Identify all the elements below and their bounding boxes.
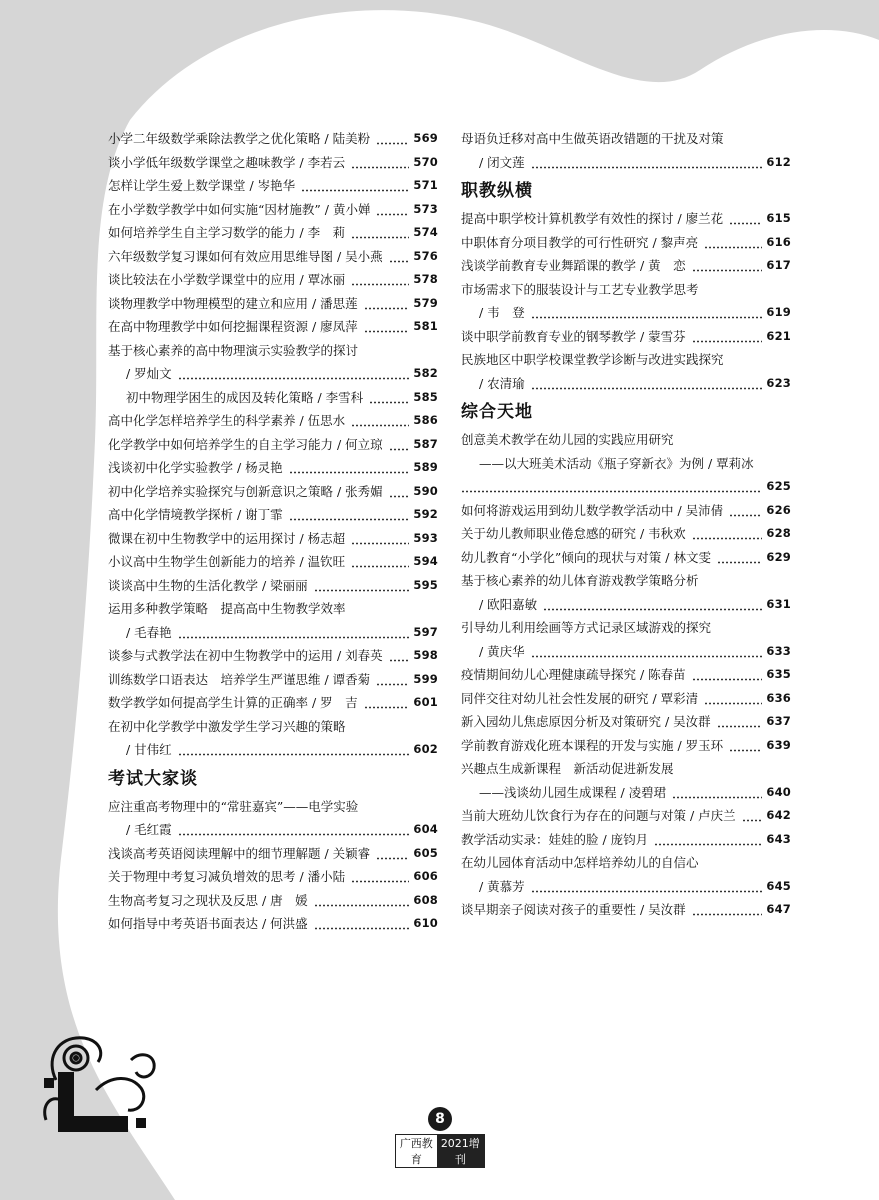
toc-entry-title: / 罗灿文	[126, 366, 172, 381]
toc-entry-page: 604	[413, 822, 438, 836]
toc-entry-title: 数学教学如何提高学生计算的正确率 / 罗 吉	[108, 695, 358, 710]
toc-entry	[461, 231, 791, 255]
toc-entry	[108, 456, 438, 480]
toc-entry	[108, 795, 438, 819]
toc-entry-page: 606	[413, 869, 438, 883]
dot-leader	[729, 207, 762, 231]
toc-entry-title: / 农清瑜	[479, 375, 525, 391]
toc-entry	[108, 715, 438, 739]
toc-entry-title: 如何培养学生自主学习数学的能力 / 李 莉	[108, 225, 346, 240]
dot-leader	[742, 804, 762, 828]
toc-entry-page: 598	[413, 648, 438, 662]
toc-entry-page: 619	[766, 305, 791, 319]
toc-entry-title: 如何指导中考英语书面表达 / 何洪盛	[108, 916, 308, 931]
toc-entry	[108, 268, 438, 292]
toc-entry-page: 610	[413, 916, 438, 930]
dot-leader	[531, 640, 762, 664]
toc-entry-page: 576	[413, 248, 438, 263]
toc-entry-title: 浅谈高考英语阅读理解中的细节理解题 / 关颖睿	[108, 845, 371, 861]
toc-entry-title: / 毛红霞	[126, 822, 172, 837]
toc-entry	[461, 851, 791, 875]
toc-entry	[461, 875, 791, 899]
dot-leader	[729, 734, 762, 758]
toc-entry-page: 585	[413, 389, 438, 404]
toc-entry	[461, 522, 791, 546]
journal-issue: 2021增刊	[437, 1135, 484, 1167]
toc-entry-title: 高中化学怎样培养学生的科学素养 / 伍思水	[108, 413, 346, 428]
toc-entry-page: 635	[766, 667, 791, 681]
toc-entry	[108, 315, 438, 339]
toc-entry-page: 602	[413, 742, 438, 756]
toc-entry-page: 615	[766, 211, 791, 225]
dot-leader	[692, 898, 762, 922]
toc-entry	[108, 818, 438, 842]
toc-entry-title: 中职体育分项目教学的可行性研究 / 黎声亮	[461, 234, 699, 250]
toc-entry-title: 当前大班幼儿饮食行为存在的问题与对策 / 卢庆兰	[461, 808, 736, 823]
toc-entry-title: 谈参与式教学法在初中生物教学中的运用 / 刘春英	[108, 648, 383, 663]
dot-leader	[314, 889, 409, 913]
dot-leader	[704, 687, 762, 711]
toc-entry	[108, 889, 438, 913]
dot-leader	[364, 292, 409, 316]
toc-entry-title: 如何将游戏运用到幼儿数学教学活动中 / 吴沛倩	[461, 502, 724, 518]
toc-entry-page: 636	[766, 690, 791, 705]
dot-leader	[376, 668, 409, 692]
dot-leader	[376, 127, 409, 151]
toc-entry-page: 645	[766, 878, 791, 893]
toc-entry	[461, 616, 791, 640]
toc-entry-page: 616	[766, 234, 791, 249]
toc-entry	[108, 842, 438, 866]
dot-leader	[376, 842, 409, 866]
toc-entry	[108, 865, 438, 889]
toc-entry	[461, 348, 791, 372]
toc-entry-page: 642	[766, 808, 791, 822]
toc-entry-page: 590	[413, 483, 438, 498]
dot-leader	[351, 151, 409, 175]
toc-entry	[108, 245, 438, 269]
toc-entry-title: / 闭文莲	[479, 154, 525, 170]
dot-leader	[369, 386, 409, 410]
toc-entry-page: 643	[766, 831, 791, 846]
toc-entry-page: 579	[413, 295, 438, 310]
toc-entry	[108, 221, 438, 245]
toc-entry-page: 569	[413, 131, 438, 145]
dot-leader	[461, 475, 762, 499]
toc-entry-title: 微课在初中生物教学中的运用探讨 / 杨志超	[108, 530, 346, 546]
toc-entry-page: 592	[413, 507, 438, 521]
toc-entry-page: 621	[766, 328, 791, 343]
toc-entry-title: 浅谈学前教育专业舞蹈课的教学 / 黄 恋	[461, 258, 686, 273]
toc-entry	[461, 475, 791, 499]
toc-entry-page: 595	[413, 577, 438, 592]
dot-leader	[672, 781, 762, 805]
dot-leader	[351, 865, 409, 889]
dot-leader	[389, 433, 409, 457]
toc-entry-page: 629	[766, 549, 791, 564]
toc-entry-title: 在高中物理教学中如何挖掘课程资源 / 廖凤萍	[108, 319, 358, 334]
toc-entry	[461, 804, 791, 828]
toc-entry-page: 623	[766, 375, 791, 390]
section-heading: 职教纵横	[461, 181, 533, 201]
toc-entry	[461, 207, 791, 231]
toc-entry-title: 浅谈初中化学实验教学 / 杨灵艳	[108, 460, 283, 475]
toc-entry	[461, 734, 791, 758]
toc-entry-title: 谈比较法在小学数学课堂中的应用 / 覃冰丽	[108, 272, 346, 287]
dot-leader	[704, 231, 762, 255]
toc-entry-title: 运用多种教学策略 提高高中生物教学效率	[108, 601, 346, 616]
toc-entry-title: 基于核心素养的幼儿体育游戏教学策略分析	[461, 573, 699, 588]
toc-entry-title: 小议高中生物学生创新能力的培养 / 温钦旺	[108, 554, 346, 569]
dot-leader	[289, 456, 409, 480]
toc-entry-page: 589	[413, 460, 438, 474]
toc-entry-title: ——浅谈幼儿园生成课程 / 凌碧珺	[479, 784, 667, 800]
toc-entry-page: 631	[766, 596, 791, 611]
dot-leader	[654, 828, 762, 852]
toc-entry	[108, 503, 438, 527]
toc-entry-page: 625	[766, 479, 791, 493]
toc-entry	[108, 691, 438, 715]
toc-entry	[461, 278, 791, 302]
dot-leader	[531, 372, 762, 396]
toc-entry-page: 586	[413, 413, 438, 427]
toc-entry	[108, 151, 438, 175]
dot-leader	[364, 315, 409, 339]
toc-entry	[461, 593, 791, 617]
toc-entry-title: 谈小学低年级数学课堂之趣味教学 / 李若云	[108, 154, 346, 170]
toc-entry	[108, 362, 438, 386]
toc-entry	[108, 339, 438, 363]
toc-entry-title: 基于核心素养的高中物理演示实验教学的探讨	[108, 342, 359, 358]
toc-entry	[461, 757, 791, 781]
toc-entry	[461, 663, 791, 687]
toc-entry-title: 关于幼儿教师职业倦怠感的研究 / 韦秋欢	[461, 526, 686, 541]
toc-entry	[461, 781, 791, 805]
toc-entry-title: 高中化学情境教学探析 / 谢丁霏	[108, 507, 283, 522]
toc-entry-title: / 黄庆华	[479, 643, 525, 659]
toc-entry-page: 574	[413, 225, 438, 239]
dot-leader	[351, 268, 409, 292]
toc-entry-title: / 韦 登	[479, 305, 525, 320]
toc-entry-title: 关于物理中考复习减负增效的思考 / 潘小陆	[108, 869, 346, 884]
toc-entry	[108, 386, 438, 410]
dot-leader	[717, 546, 762, 570]
toc-entry-title: 疫情期间幼儿心理健康疏导探究 / 陈春苗	[461, 667, 686, 682]
toc-right-column	[461, 127, 791, 922]
toc-entry-page: 594	[413, 554, 438, 568]
toc-entry-title: 在小学数学教学中如何实施“因材施教” / 黄小婵	[108, 201, 371, 217]
dot-leader	[314, 912, 409, 936]
toc-entry	[108, 174, 438, 198]
toc-entry	[108, 597, 438, 621]
toc-entry	[461, 452, 791, 476]
toc-entry-title: 应注重高考物理中的“常驻嘉宾”——电学实验	[108, 798, 359, 814]
toc-entry-page: 599	[413, 671, 438, 686]
toc-entry-title: 市场需求下的服装设计与工艺专业教学思考	[461, 281, 699, 297]
toc-entry-page: 639	[766, 737, 791, 752]
toc-entry-page: 633	[766, 643, 791, 658]
toc-entry-title: 初中物理学困生的成因及转化策略 / 李雪科	[126, 389, 364, 405]
toc-entry-page: 628	[766, 526, 791, 540]
dot-leader	[389, 480, 409, 504]
dot-leader	[178, 621, 409, 645]
dot-leader	[314, 574, 409, 598]
toc-entry-page: 578	[413, 272, 438, 286]
toc-entry-page: 637	[766, 714, 791, 728]
toc-entry-page: 581	[413, 319, 438, 333]
toc-entry-title: 谈物理教学中物理模型的建立和应用 / 潘思莲	[108, 295, 358, 311]
toc-entry	[461, 828, 791, 852]
toc-entry-page: 593	[413, 530, 438, 545]
toc-entry	[461, 569, 791, 593]
toc-entry-page: 573	[413, 201, 438, 216]
journal-name: 广西教育	[396, 1135, 437, 1167]
toc-entry	[108, 574, 438, 598]
toc-entry	[461, 499, 791, 523]
toc-entry-title: 教学活动实录：娃娃的脸 / 庞钧月	[461, 831, 649, 847]
dot-leader	[692, 254, 762, 278]
toc-entry-page: 640	[766, 784, 791, 799]
dot-leader	[364, 691, 409, 715]
page-footer	[395, 1107, 485, 1168]
toc-entry-title: 学前教育游戏化班本课程的开发与实施 / 罗玉环	[461, 737, 724, 753]
dot-leader	[289, 503, 409, 527]
corner-ornament-icon	[36, 1020, 166, 1140]
toc-entry-title: 民族地区中职学校课堂教学诊断与改进实践探究	[461, 352, 724, 367]
dot-leader	[543, 593, 762, 617]
toc-entry	[461, 127, 791, 151]
section-heading: 考试大家谈	[108, 768, 198, 789]
toc-entry	[461, 254, 791, 278]
dot-leader	[531, 301, 762, 325]
toc-entry	[108, 198, 438, 222]
toc-entry-title: / 黄慕芳	[479, 878, 525, 894]
toc-entry-title: 训练数学口语表达 培养学生严谨思维 / 谭香菊	[108, 671, 371, 687]
toc-entry-title: 兴趣点生成新课程 新活动促进新发展	[461, 761, 674, 776]
toc-entry-title: 在初中化学教学中激发学生学习兴趣的策略	[108, 718, 346, 734]
dot-leader	[301, 174, 409, 198]
dot-leader	[178, 818, 409, 842]
toc-entry-page: 647	[766, 902, 791, 916]
toc-entry-title: 谈中职学前教育专业的钢琴教学 / 蒙雪芬	[461, 328, 686, 344]
dot-leader	[389, 245, 409, 269]
toc-entry-page: 608	[413, 892, 438, 907]
dot-leader	[351, 221, 409, 245]
dot-leader	[178, 738, 409, 762]
toc-entry	[108, 738, 438, 762]
toc-entry	[461, 428, 791, 452]
toc-entry-title: 同伴交往对幼儿社会性发展的研究 / 覃彩清	[461, 690, 699, 706]
toc-entry-page: 612	[766, 154, 791, 169]
dot-leader	[692, 663, 762, 687]
toc-entry-page: 605	[413, 845, 438, 860]
dot-leader	[531, 875, 762, 899]
toc-entry	[461, 301, 791, 325]
toc-entry	[461, 710, 791, 734]
toc-entry	[108, 292, 438, 316]
toc-entry	[108, 644, 438, 668]
dot-leader	[351, 550, 409, 574]
toc-entry-title: 六年级数学复习课如何有效应用思维导图 / 吴小燕	[108, 248, 383, 264]
toc-entry	[461, 325, 791, 349]
toc-entry-page: 597	[413, 624, 438, 639]
dot-leader	[351, 409, 409, 433]
page-number: 8	[428, 1107, 452, 1131]
toc-entry-title: ——以大班美术活动《瓶子穿新衣》为例 / 覃莉冰	[479, 455, 754, 471]
toc-entry-title: 生物高考复习之现状及反思 / 唐 媛	[108, 892, 308, 908]
dot-leader	[531, 151, 762, 175]
dot-leader	[351, 527, 409, 551]
toc-entry	[461, 687, 791, 711]
toc-left-column	[108, 127, 438, 936]
toc-entry-title: 引导幼儿利用绘画等方式记录区域游戏的探究	[461, 620, 712, 635]
toc-entry-title: 在幼儿园体育活动中怎样培养幼儿的自信心	[461, 855, 699, 870]
toc-entry-page: 626	[766, 502, 791, 517]
toc-entry	[461, 372, 791, 396]
toc-entry-title: 谈谈高中生物的生活化教学 / 梁丽丽	[108, 577, 308, 593]
toc-entry	[108, 550, 438, 574]
toc-entry	[461, 898, 791, 922]
toc-entry-title: 化学教学中如何培养学生的自主学习能力 / 何立琼	[108, 436, 383, 452]
toc-entry-title: / 毛春艳	[126, 624, 172, 640]
toc-entry-title: 母语负迁移对高中生做英语改错题的干扰及对策	[461, 131, 724, 146]
toc-entry-title: / 甘伟红	[126, 742, 172, 757]
dot-leader	[729, 499, 762, 523]
toc-entry	[108, 527, 438, 551]
toc-entry-page: 571	[413, 178, 438, 192]
toc-entry	[108, 127, 438, 151]
dot-leader	[692, 325, 762, 349]
section-heading: 综合天地	[461, 402, 533, 422]
toc-entry-title: 小学二年级数学乘除法教学之优化策略 / 陆美粉	[108, 131, 371, 146]
toc-entry-title: 怎样让学生爱上数学课堂 / 岑艳华	[108, 178, 296, 193]
dot-leader	[178, 362, 409, 386]
toc-entry	[108, 668, 438, 692]
toc-entry	[108, 433, 438, 457]
toc-entry-title: 谈早期亲子阅读对孩子的重要性 / 吴汝群	[461, 902, 686, 917]
toc-entry	[461, 151, 791, 175]
toc-entry-title: 幼儿教育“小学化”倾向的现状与对策 / 林文雯	[461, 549, 711, 565]
dot-leader	[389, 644, 409, 668]
toc-entry-page: 570	[413, 154, 438, 169]
toc-entry	[461, 546, 791, 570]
toc-entry-page: 587	[413, 436, 438, 451]
toc-entry	[108, 912, 438, 936]
toc-entry-page: 582	[413, 366, 438, 380]
toc-entry-title: 创意美术教学在幼儿园的实践应用研究	[461, 432, 674, 447]
dot-leader	[717, 710, 762, 734]
toc-entry	[461, 640, 791, 664]
toc-entry-page: 617	[766, 258, 791, 272]
dot-leader	[376, 198, 409, 222]
toc-entry-page: 601	[413, 695, 438, 709]
journal-label	[395, 1134, 485, 1168]
toc-entry	[108, 409, 438, 433]
toc-entry-title: 初中化学培养实验探究与创新意识之策略 / 张秀媚	[108, 483, 383, 499]
toc-entry-title: 提高中职学校计算机教学有效性的探讨 / 廖兰花	[461, 211, 724, 226]
toc-entry	[108, 621, 438, 645]
toc-entry-title: 新入园幼儿焦虑原因分析及对策研究 / 吴汝群	[461, 714, 711, 729]
toc-entry	[108, 480, 438, 504]
dot-leader	[692, 522, 762, 546]
toc-entry-title: / 欧阳嘉敏	[479, 596, 538, 612]
